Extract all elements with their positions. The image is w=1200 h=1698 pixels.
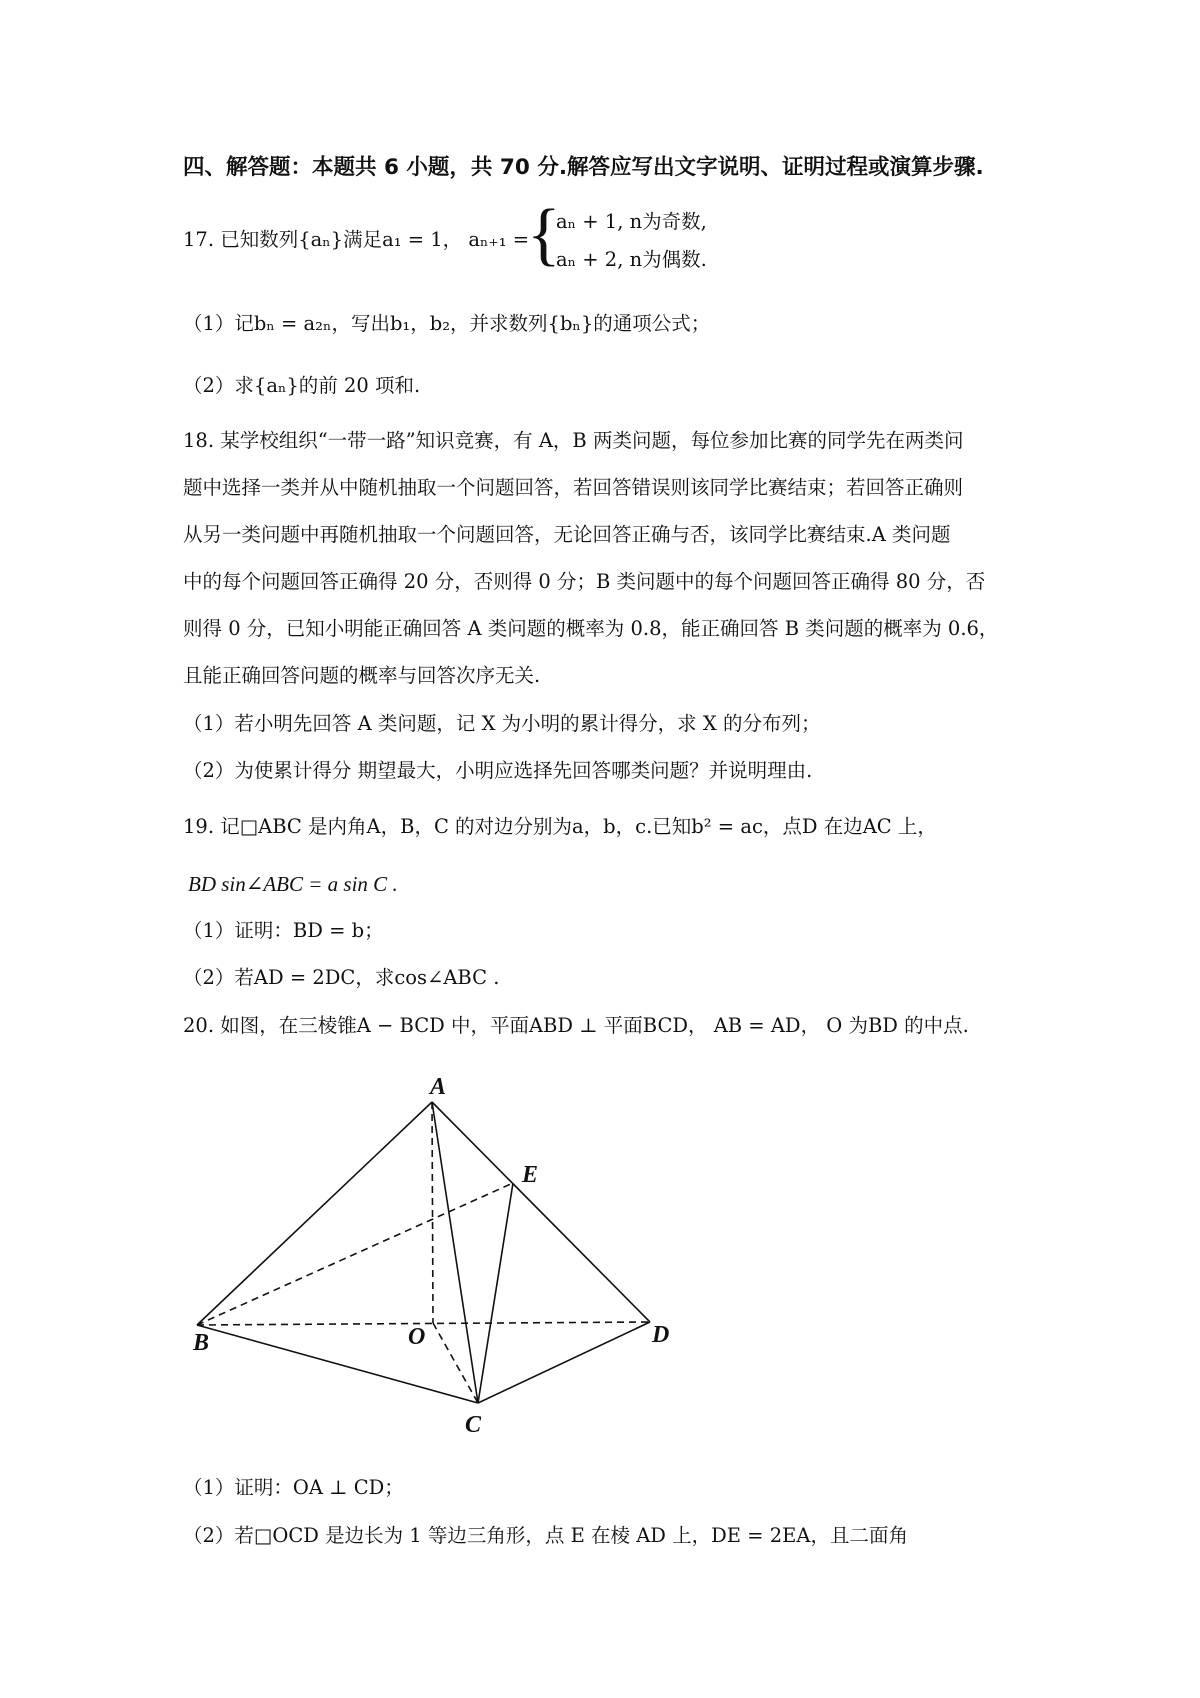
q18-line-6: 且能正确回答问题的概率与回答次序无关.	[183, 664, 541, 687]
vertex-label-O: O	[408, 1324, 426, 1350]
q19-part1: （1）证明：BD = b；	[183, 919, 384, 942]
q17-piecewise-brace: {	[527, 196, 561, 273]
q20-stem: 20. 如图，在三棱锥A − BCD 中，平面ABD ⊥ 平面BCD， AB = AD， O 为BD 的中点.	[183, 1014, 969, 1037]
edge-AC	[432, 1102, 478, 1403]
q19-line-1: 19. 记□ABC 是内角A，B，C 的对边分别为a，b，c.已知b² = ac，点D 在边AC 上，	[183, 815, 937, 838]
section-heading: 四、解答题：本题共 6 小题，共 70 分.解答应写出文字说明、证明过程或演算步骤.	[183, 155, 984, 180]
vertex-label-D: D	[652, 1322, 670, 1348]
edge-AO	[432, 1102, 433, 1323]
q19-line-2: BD sin∠ABC = a sin C .	[188, 872, 398, 896]
vertex-label-B: B	[193, 1330, 210, 1356]
q17-stem: 17. 已知数列{aₙ}满足a₁ = 1， aₙ₊₁ =	[183, 228, 530, 251]
q20-part1: （1）证明：OA ⊥ CD；	[183, 1476, 404, 1499]
q18-line-2: 题中选择一类并从中随机抽取一个问题回答，若回答错误则该同学比赛结束；若回答正确则	[183, 476, 964, 499]
vertex-label-C: C	[465, 1412, 482, 1438]
q17-case-odd: aₙ + 1, n为奇数,	[556, 210, 707, 233]
q18-line-4: 中的每个问题回答正确得 20 分，否则得 0 分；B 类问题中的每个问题回答正确得 80 分，否	[183, 570, 986, 593]
vertex-label-A: A	[430, 1074, 447, 1100]
edge-CD	[478, 1322, 650, 1403]
q18-line-3: 从另一类问题中再随机抽取一个问题回答，无论回答正确与否，该同学比赛结束.A 类问题	[183, 523, 951, 546]
edge-EC	[478, 1183, 513, 1403]
q18-part1: （1）若小明先回答 A 类问题，记 X 为小明的累计得分，求 X 的分布列；	[183, 712, 821, 735]
q19-part2: （2）若AD = 2DC，求cos∠ABC .	[183, 966, 500, 989]
q20-part2: （2）若□OCD 是边长为 1 等边三角形，点 E 在棱 AD 上，DE = 2EA，且二面角	[183, 1524, 908, 1547]
edge-AD	[432, 1102, 650, 1322]
q17-part2: （2）求{aₙ}的前 20 项和.	[183, 374, 421, 397]
q18-part2: （2）为使累计得分 期望最大，小明应选择先回答哪类问题？并说明理由.	[183, 759, 813, 782]
edge-AB	[197, 1102, 432, 1325]
edge-BE	[197, 1183, 513, 1325]
edge-BD	[197, 1322, 650, 1325]
q18-line-1: 18. 某学校组织“一带一路”知识竞赛，有 A，B 两类问题，每位参加比赛的同学先在两类问	[183, 429, 964, 452]
edge-OC	[433, 1323, 478, 1403]
q18-line-5: 则得 0 分，已知小明能正确回答 A 类问题的概率为 0.8，能正确回答 B 类问题的概率为 0.6，	[183, 617, 999, 640]
q17-case-even: aₙ + 2, n为偶数.	[556, 248, 707, 271]
q17-part1: （1）记bₙ = a₂ₙ，写出b₁，b₂，并求数列{bₙ}的通项公式；	[183, 312, 711, 335]
vertex-label-E: E	[522, 1162, 539, 1188]
edge-BC	[197, 1325, 478, 1403]
